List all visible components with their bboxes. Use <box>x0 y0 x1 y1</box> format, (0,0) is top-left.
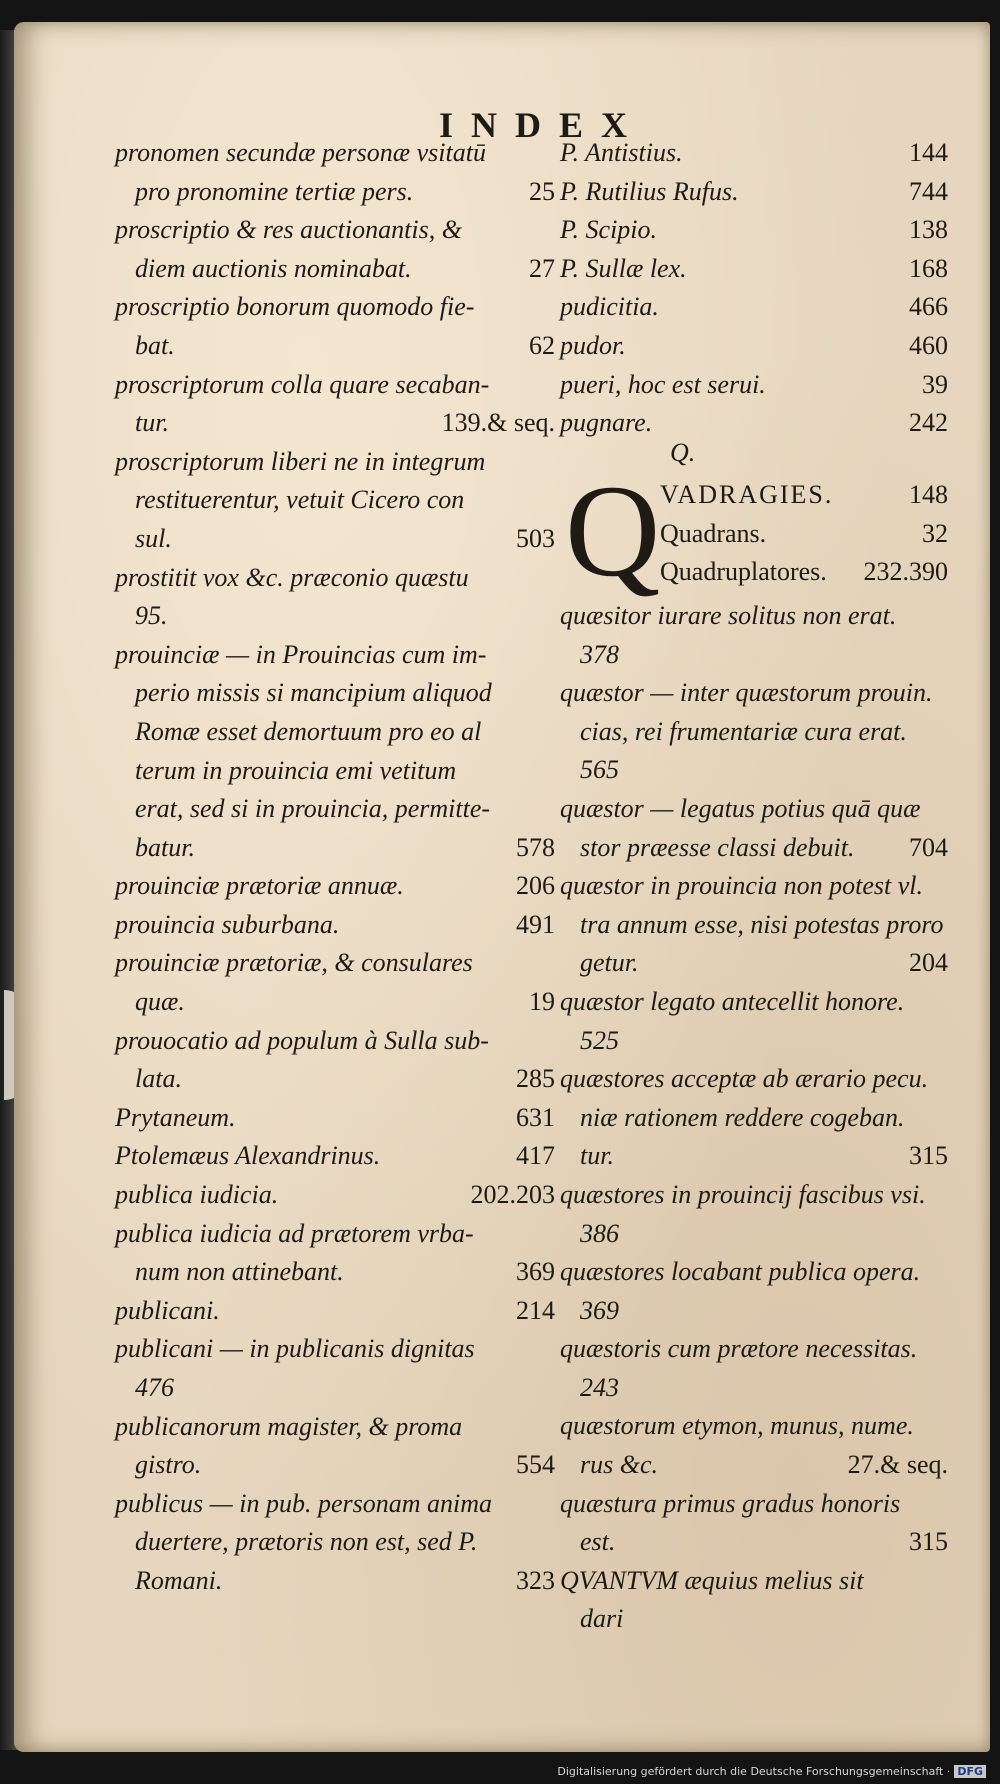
index-entry <box>560 906 948 945</box>
entry-text: prouinciæ prætoriæ, & consulares <box>115 948 473 978</box>
entry-text: pugnare. <box>560 408 653 438</box>
entry-text: 378 <box>580 639 619 669</box>
entry-text: stor præesse classi debuit. <box>580 832 855 862</box>
index-entry <box>115 1253 555 1292</box>
entry-text: pueri, hoc est serui. <box>560 369 766 399</box>
index-entry <box>660 557 948 596</box>
entry-text: prostitit vox &c. præconio quæstu <box>115 562 469 592</box>
entry-text: batur. <box>135 832 195 862</box>
entry-text: quæstores in prouincij fascibus vsi. <box>560 1179 926 1209</box>
entry-text: QVANTVM æquius melius sit <box>560 1565 864 1595</box>
entry-page-ref: 578 <box>516 832 555 862</box>
index-entry <box>560 1137 948 1176</box>
index-entry <box>560 173 948 212</box>
entry-text: pro pronomine tertiæ pers. <box>135 176 414 206</box>
index-entry <box>115 674 555 713</box>
entry-page-ref: 323 <box>516 1565 555 1595</box>
entry-text: proscriptorum liberi ne in integrum <box>115 446 486 476</box>
entry-text: P. Scipio. <box>560 215 658 245</box>
entry-text: quæsitor iurare solitus non erat. <box>560 601 897 630</box>
entry-text: est. <box>580 1527 616 1557</box>
entry-page-ref: 491 <box>516 909 555 939</box>
entry-text: publica iudicia ad prætorem vrba- <box>115 1218 474 1248</box>
index-entry <box>660 519 948 558</box>
entry-text: 243 <box>580 1372 619 1402</box>
index-entry <box>115 1215 555 1254</box>
index-entry <box>115 211 555 250</box>
entry-text: proscriptio bonorum quomodo fie- <box>115 292 475 322</box>
index-entry <box>560 250 948 289</box>
index-entry <box>560 404 948 443</box>
entry-page-ref: 144 <box>909 138 948 167</box>
index-entry <box>115 1137 555 1176</box>
dropcap-q: Q <box>565 457 661 604</box>
index-entry <box>115 1369 555 1408</box>
entry-page-ref: 168 <box>909 253 948 283</box>
index-entry <box>560 1446 948 1485</box>
entry-text: 476 <box>135 1373 174 1402</box>
index-entry <box>560 1099 948 1138</box>
entry-text: 386 <box>580 1218 619 1248</box>
entry-page-ref: 138 <box>909 215 948 245</box>
index-entry <box>115 1330 555 1369</box>
entry-text: quæstores acceptæ ab ærario pecu. <box>560 1064 929 1094</box>
entry-page-ref: 27.& seq. <box>847 1450 948 1480</box>
index-entry <box>660 480 948 519</box>
index-entry <box>115 906 555 945</box>
index-entry <box>115 1060 555 1099</box>
entry-page-ref: 503 <box>516 523 555 553</box>
entry-text: quæstoris cum prætore necessitas. <box>560 1334 918 1364</box>
entry-text: publicus — in pub. personam anima <box>115 1488 492 1518</box>
index-entry <box>560 1292 948 1331</box>
index-entry <box>560 134 948 173</box>
index-entry <box>115 713 555 752</box>
index-entry <box>115 867 555 906</box>
entry-page-ref: 19 <box>529 987 555 1017</box>
index-column-right-bottom <box>560 597 948 1639</box>
entry-text: publicanorum magister, & proma <box>115 1411 463 1441</box>
entry-text: proscriptio & res auctionantis, & <box>115 215 462 245</box>
entry-text: tra annum esse, nisi potestas proro <box>580 909 944 939</box>
entry-page-ref: 39 <box>922 369 948 399</box>
entry-page-ref: 466 <box>909 292 948 322</box>
entry-page-ref: 204 <box>909 948 948 978</box>
entry-page-ref: 554 <box>516 1450 555 1480</box>
index-entry <box>560 1369 948 1408</box>
index-entry <box>115 790 555 829</box>
entry-text: P. Antistius. <box>560 138 683 167</box>
entry-text: quæstores locabant publica opera. <box>560 1257 921 1287</box>
entry-text: 95. <box>135 601 168 631</box>
section-letter-q: Q. <box>670 438 696 467</box>
entry-page-ref: 148 <box>909 480 948 509</box>
index-entry <box>560 1022 948 1061</box>
index-entry <box>560 1407 948 1446</box>
index-entry <box>115 443 555 482</box>
index-entry <box>115 1562 555 1601</box>
index-entry <box>115 1176 555 1215</box>
index-entry <box>115 1099 555 1138</box>
entry-text: P. Sullæ lex. <box>560 253 687 283</box>
index-column-right-top <box>560 134 948 443</box>
entry-text: Prytaneum. <box>115 1102 236 1132</box>
entry-text: niæ rationem reddere cogeban. <box>580 1102 905 1132</box>
entry-text: getur. <box>580 948 639 978</box>
entry-text: VADRAGIES. <box>660 480 834 509</box>
index-entry <box>115 1485 555 1524</box>
index-entry <box>115 173 555 212</box>
index-entry <box>560 211 948 250</box>
index-entry <box>560 1562 948 1601</box>
entry-text: tur. <box>580 1141 614 1171</box>
entry-text: prouincia suburbana. <box>115 909 340 939</box>
index-entry <box>560 983 948 1022</box>
entry-text: publicani. <box>115 1295 220 1325</box>
index-entry <box>115 636 555 675</box>
entry-text: P. Rutilius Rufus. <box>560 176 739 206</box>
entry-text: Quadruplatores. <box>660 557 827 587</box>
index-entry <box>115 829 555 868</box>
index-entry <box>115 250 555 289</box>
index-entry <box>560 751 948 790</box>
index-entry <box>560 1060 948 1099</box>
index-entry <box>560 1485 948 1524</box>
entry-text: prouinciæ — in Prouincias cum im- <box>115 639 487 669</box>
entry-page-ref: 206 <box>516 871 555 901</box>
entry-text: proscriptorum colla quare secaban- <box>115 369 490 399</box>
index-entry <box>560 867 948 906</box>
entry-text: rus &c. <box>580 1450 658 1480</box>
index-entry <box>115 1523 555 1562</box>
entry-page-ref: 139.& seq. <box>441 408 555 438</box>
index-entry <box>560 366 948 405</box>
index-column-left <box>115 134 555 1601</box>
entry-text: cias, rei frumentariæ cura erat. <box>580 716 907 746</box>
entry-page-ref: 704 <box>909 832 948 862</box>
entry-text: num non attinebant. <box>135 1257 344 1287</box>
index-entry <box>115 1292 555 1331</box>
entry-text: 369 <box>580 1295 619 1325</box>
index-entry <box>560 1600 948 1639</box>
entry-text: quæstorum etymon, munus, nume. <box>560 1411 914 1441</box>
entry-text: dari <box>580 1604 624 1634</box>
entry-page-ref: 631 <box>516 1102 555 1132</box>
index-entry <box>115 366 555 405</box>
entry-text: pudicitia. <box>560 292 659 322</box>
entry-text: Romani. <box>135 1565 223 1595</box>
entry-page-ref: 460 <box>909 330 948 360</box>
entry-page-ref: 744 <box>909 176 948 206</box>
entry-text: terum in prouincia emi vetitum <box>135 755 457 785</box>
index-entry <box>560 597 948 636</box>
entry-text: quæstor legato antecellit honore. <box>560 986 905 1016</box>
entry-text: 565 <box>580 755 619 785</box>
entry-text: erat, sed si in prouincia, permitte- <box>135 794 491 824</box>
index-entry <box>115 288 555 327</box>
entry-text: bat. <box>135 330 175 360</box>
index-entry <box>560 713 948 752</box>
index-entry <box>115 1022 555 1061</box>
index-entry <box>560 288 948 327</box>
entry-text: quæstor — inter quæstorum prouin. <box>560 678 933 708</box>
index-entry <box>115 559 555 598</box>
index-entry <box>115 944 555 983</box>
digitization-credit <box>557 1765 986 1778</box>
entry-text: pudor. <box>560 330 626 360</box>
entry-text: quæstor in prouincia non potest vl. <box>560 871 924 901</box>
entry-text: publicani — in publicanis dignitas <box>115 1334 475 1364</box>
entry-page-ref: 62 <box>529 330 555 360</box>
entry-page-ref: 315 <box>909 1527 948 1557</box>
entry-page-ref: 32 <box>922 518 948 548</box>
entry-text: 525 <box>580 1025 619 1055</box>
entry-text: prouinciæ prætoriæ annuæ. <box>115 871 404 901</box>
entry-text: quæ. <box>135 987 185 1017</box>
entry-page-ref: 369 <box>516 1257 555 1287</box>
index-entry <box>115 752 555 791</box>
entry-page-ref: 285 <box>516 1064 555 1094</box>
index-entry <box>115 1446 555 1485</box>
entry-text: duertere, prætoris non est, sed P. <box>135 1527 478 1557</box>
entry-page-ref: 202.203 <box>470 1180 555 1210</box>
index-entry <box>560 1523 948 1562</box>
dfg-logo: DFG <box>954 1765 986 1778</box>
entry-text: sul. <box>135 523 172 553</box>
entry-page-ref: 417 <box>516 1141 555 1171</box>
entry-text: perio missis si mancipium aliquod <box>135 678 492 708</box>
entry-text: Ptolemæus Alexandrinus. <box>115 1141 381 1171</box>
index-entry <box>560 1330 948 1369</box>
entry-text: tur. <box>135 408 169 438</box>
index-entry <box>560 790 948 829</box>
entry-page-ref: 27 <box>529 253 555 283</box>
index-entry <box>560 674 948 713</box>
index-entry <box>115 327 555 366</box>
entry-page-ref: 232.390 <box>863 557 948 587</box>
running-head: INDEX <box>439 105 646 145</box>
index-entry <box>560 1215 948 1254</box>
index-entry <box>115 597 555 636</box>
index-entry <box>115 983 555 1022</box>
index-entry <box>560 944 948 983</box>
entry-text: publica iudicia. <box>115 1180 279 1210</box>
entry-page-ref: 315 <box>909 1141 948 1171</box>
index-entry <box>115 134 555 173</box>
index-entry <box>560 829 948 868</box>
index-entry <box>560 327 948 366</box>
q-section-entries <box>660 480 948 596</box>
entry-text: quæstor — legatus potius quā quæ <box>560 793 921 823</box>
index-entry <box>560 1176 948 1215</box>
entry-page-ref: 214 <box>516 1295 555 1325</box>
credit-text: Digitalisierung gefördert durch die Deutsche Forschungsgemeinschaft · <box>557 1765 951 1778</box>
entry-page-ref: 25 <box>529 176 555 206</box>
index-entry <box>560 1253 948 1292</box>
index-entry <box>115 481 555 520</box>
index-entry <box>115 1408 555 1447</box>
entry-text: pronomen secundæ personæ vsitatū <box>115 138 486 167</box>
entry-page-ref: 242 <box>909 408 948 438</box>
entry-text: Romæ esset demortuum pro eo al <box>135 716 482 746</box>
index-entry <box>115 520 555 559</box>
index-entry <box>115 404 555 443</box>
entry-text: gistro. <box>135 1450 202 1480</box>
entry-text: Quadrans. <box>660 518 767 548</box>
index-entry <box>560 636 948 675</box>
entry-text: restituerentur, vetuit Cicero con <box>135 485 465 515</box>
entry-text: diem auctionis nominabat. <box>135 253 412 283</box>
entry-text: lata. <box>135 1064 182 1094</box>
entry-text: quæstura primus gradus honoris <box>560 1488 901 1518</box>
entry-text: prouocatio ad populum à Sulla sub- <box>115 1025 489 1055</box>
